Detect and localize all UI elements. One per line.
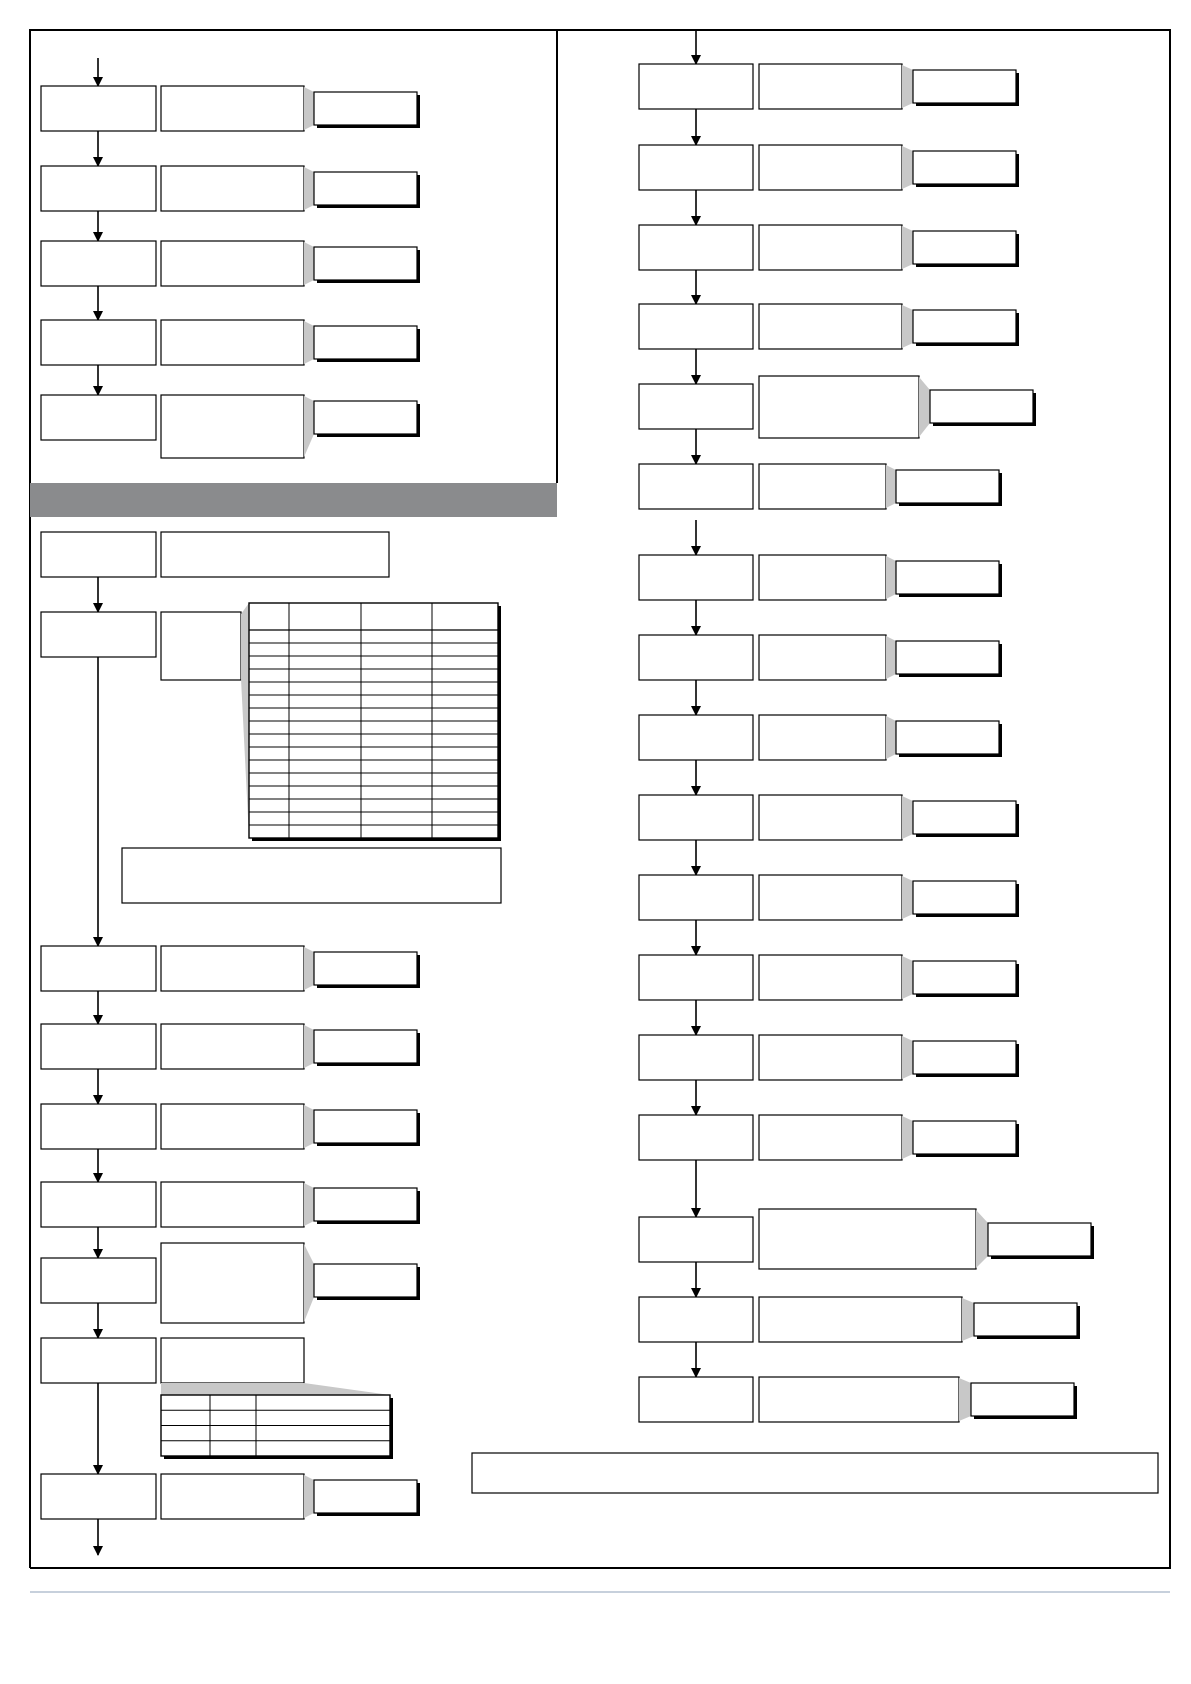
step-box — [41, 532, 156, 577]
value-box — [913, 801, 1016, 834]
step-box — [639, 464, 753, 509]
step-box — [41, 1258, 156, 1303]
description-box — [759, 795, 902, 840]
value-box — [314, 1110, 417, 1143]
description-box — [759, 1035, 902, 1080]
description-box — [759, 555, 886, 600]
step-box — [41, 86, 156, 131]
step-box — [639, 875, 753, 920]
value-box — [913, 70, 1016, 103]
callout-connector — [304, 1183, 314, 1226]
description-box — [759, 1115, 902, 1160]
callout-connector — [304, 1244, 314, 1322]
step-box — [639, 1035, 753, 1080]
callout-connector — [241, 603, 249, 838]
description-box — [161, 86, 304, 131]
callout-connector — [976, 1210, 988, 1268]
step-box — [41, 612, 156, 657]
value-box — [988, 1223, 1091, 1256]
description-box — [759, 955, 902, 1000]
value-box — [913, 231, 1016, 264]
step-box — [41, 1024, 156, 1069]
description-box — [759, 145, 902, 190]
description-box — [161, 946, 304, 991]
description-box — [759, 304, 902, 349]
callout-connector — [959, 1378, 971, 1421]
step-box — [41, 1182, 156, 1227]
step-box — [639, 955, 753, 1000]
callout-connector — [304, 242, 314, 285]
description-box — [161, 1474, 304, 1519]
description-box — [161, 1104, 304, 1149]
callout-connector — [304, 1475, 314, 1518]
value-box — [314, 1030, 417, 1063]
large-table — [249, 603, 498, 838]
description-box — [161, 612, 241, 680]
description-box — [161, 1338, 304, 1383]
value-box — [314, 1264, 417, 1297]
value-box — [314, 92, 417, 125]
step-box — [41, 395, 156, 440]
step-box — [639, 225, 753, 270]
step-box — [639, 64, 753, 109]
value-box — [314, 952, 417, 985]
description-box — [161, 1243, 304, 1323]
value-box — [314, 326, 417, 359]
value-box — [913, 1121, 1016, 1154]
step-box — [41, 1338, 156, 1383]
callout-connector — [902, 1036, 913, 1079]
callout-connector — [962, 1298, 974, 1341]
callout-connector — [902, 146, 913, 189]
step-box — [639, 715, 753, 760]
step-box — [41, 1474, 156, 1519]
value-box — [896, 641, 999, 674]
value-box — [896, 721, 999, 754]
callout-connector — [902, 305, 913, 348]
step-box — [639, 1377, 753, 1422]
callout-connector — [902, 65, 913, 108]
description-box — [161, 320, 304, 365]
value-box — [314, 172, 417, 205]
description-box — [759, 1209, 976, 1269]
value-box — [913, 881, 1016, 914]
value-box — [896, 470, 999, 503]
step-box — [639, 1297, 753, 1342]
value-box — [913, 310, 1016, 343]
step-box — [639, 555, 753, 600]
description-box — [759, 875, 902, 920]
step-box — [639, 1217, 753, 1262]
callout-connector — [886, 465, 896, 508]
step-box — [639, 635, 753, 680]
value-box — [930, 390, 1033, 423]
value-box — [314, 401, 417, 434]
callout-connector — [919, 377, 930, 437]
step-box — [639, 304, 753, 349]
description-box — [759, 225, 902, 270]
callout-connector — [902, 1116, 913, 1159]
description-box — [759, 64, 902, 109]
step-box — [639, 795, 753, 840]
description-box — [161, 1182, 304, 1227]
description-box — [161, 241, 304, 286]
callout-connector — [902, 796, 913, 839]
value-box — [314, 1480, 417, 1513]
callout-connector — [304, 947, 314, 990]
step-box — [639, 145, 753, 190]
callout-connector — [902, 876, 913, 919]
step-box — [639, 384, 753, 429]
callout-connector — [304, 1025, 314, 1068]
callout-connector — [304, 396, 314, 457]
callout-connector — [902, 956, 913, 999]
description-box — [161, 395, 304, 458]
value-box — [913, 1041, 1016, 1074]
callout-connector — [886, 636, 896, 679]
value-box — [913, 961, 1016, 994]
description-box-wide — [161, 532, 389, 577]
callout-connector — [304, 87, 314, 130]
value-box — [974, 1303, 1077, 1336]
callout-connector — [886, 556, 896, 599]
value-box — [913, 151, 1016, 184]
value-box — [314, 1188, 417, 1221]
step-box — [41, 320, 156, 365]
description-box — [161, 166, 304, 211]
footnote-box — [472, 1453, 1158, 1493]
description-box — [759, 1297, 962, 1342]
description-box — [759, 464, 886, 509]
step-box — [41, 166, 156, 211]
description-box — [759, 1377, 959, 1422]
callout-connector — [304, 321, 314, 364]
step-box — [41, 946, 156, 991]
value-box — [314, 247, 417, 280]
description-box — [759, 376, 919, 438]
step-box — [639, 1115, 753, 1160]
step-box — [41, 241, 156, 286]
value-box — [896, 561, 999, 594]
callout-connector — [886, 716, 896, 759]
callout-connector — [902, 226, 913, 269]
note-box — [122, 848, 501, 903]
step-box — [41, 1104, 156, 1149]
description-box — [161, 1024, 304, 1069]
callout-connector — [304, 1105, 314, 1148]
callout-connector — [161, 1383, 390, 1395]
section-header-band — [30, 483, 557, 517]
description-box — [759, 715, 886, 760]
value-box — [971, 1383, 1074, 1416]
callout-connector — [304, 167, 314, 210]
description-box — [759, 635, 886, 680]
